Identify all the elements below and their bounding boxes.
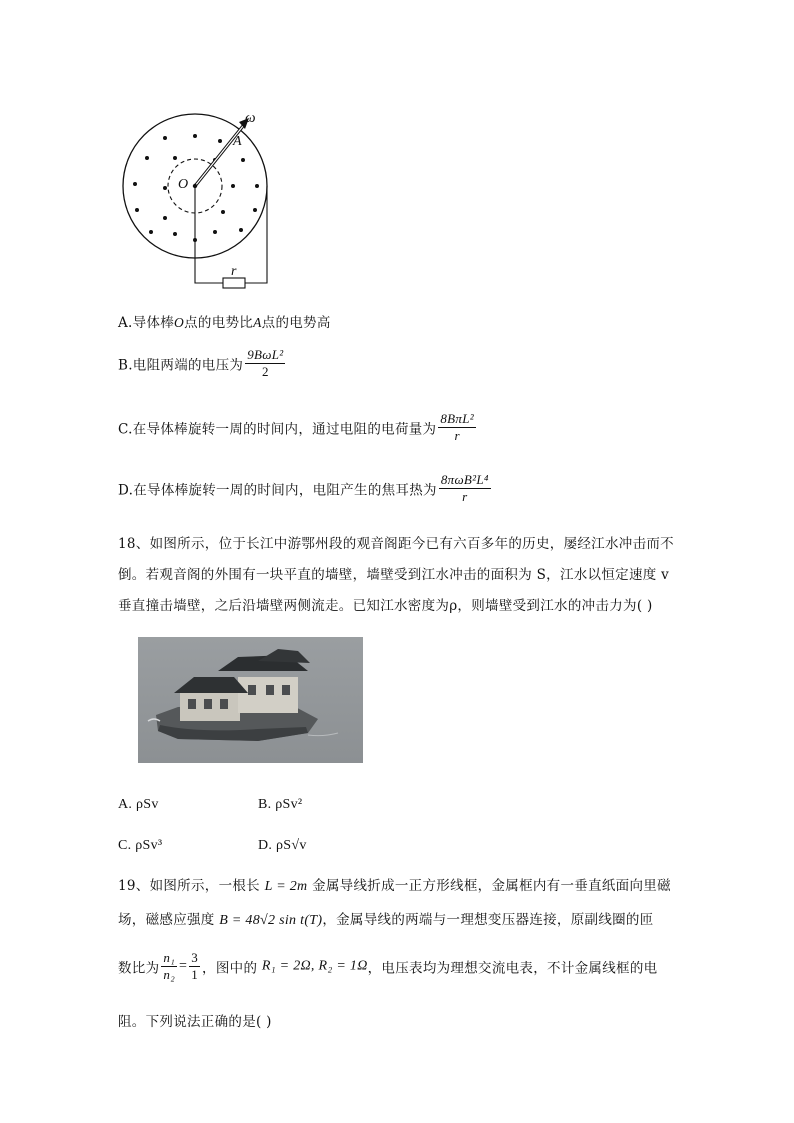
q19-line-4: 阻。下列说法正确的是( ) [118, 1014, 272, 1030]
point-a-label: A [233, 134, 242, 149]
rotating-rod-figure [115, 108, 280, 293]
q17-option-b: B.电阻两端的电压为 $\frac{\text{9BωL²}}{2}$ [118, 347, 284, 379]
point-o-label: O [178, 177, 189, 192]
q18-line-3: 垂直撞击墙壁，之后沿墙壁两侧流走。已知江水密度为ρ，则墙壁受到江水的冲击力为( ) [118, 598, 653, 614]
q18-option-d: D. ρS√v [258, 838, 307, 853]
turns-ratio-fraction: $\frac{\text{n₁}}{\text{n₂}}$ [163, 950, 176, 982]
q19-line-3: 数比为 $\frac{\text{n₁}}{\text{n₂}}$ = $\frac{3}{1}$ ，图中的 R₁ = 2Ω, R₂ = 1Ω，电压表均为理想交流电表，不计金属线框的电 [118, 950, 658, 982]
q17-option-c: C.在导体棒旋转一周的时间内，通过电阻的电荷量为 $\frac{\text{8BπL²}}{r}$ [118, 411, 474, 443]
pavilion-photo [138, 637, 363, 763]
omega-label: ω [245, 110, 256, 126]
q17-option-a: A.导体棒O点的电势比A点的电势高 [118, 315, 331, 331]
fraction: $\frac{\text{8πωB²L⁴}}{r}$ [440, 472, 489, 504]
fraction: $\frac{\text{9BωL²}}{2}$ [247, 347, 284, 379]
q17-option-d: D.在导体棒旋转一周的时间内，电阻产生的焦耳热为 $\frac{\text{8πωB²L⁴}}{r}$ [118, 472, 489, 504]
q19-line-1: 19、如图所示，一根长 L = 2m 金属导线折成一正方形线框，金属框内有一垂直纸面向里磁 [118, 878, 671, 894]
q18-line-2: 倒。若观音阁的外围有一块平直的墙壁，墙壁受到江水冲击的面积为 S，江水以恒定速度 v [118, 567, 670, 583]
q18-option-c: C. ρSv³ [118, 838, 163, 853]
q18-line-1: 18、如图所示，位于长江中游鄂州段的观音阁距今已有六百多年的历史，屡经江水冲击而不 [118, 536, 674, 552]
ratio-value-fraction: $\frac{3}{1}$ [191, 950, 199, 982]
q18-option-a: A. ρSv [118, 797, 159, 812]
q18-option-b: B. ρSv² [258, 797, 303, 812]
fraction: $\frac{\text{8BπL²}}{r}$ [440, 411, 474, 443]
resistor-label: r [231, 264, 237, 279]
q19-line-2: 场，磁感应强度 B = 48√2 sin t(T)，金属导线的两端与一理想变压器连接，原副线圈的匝 [118, 912, 654, 928]
